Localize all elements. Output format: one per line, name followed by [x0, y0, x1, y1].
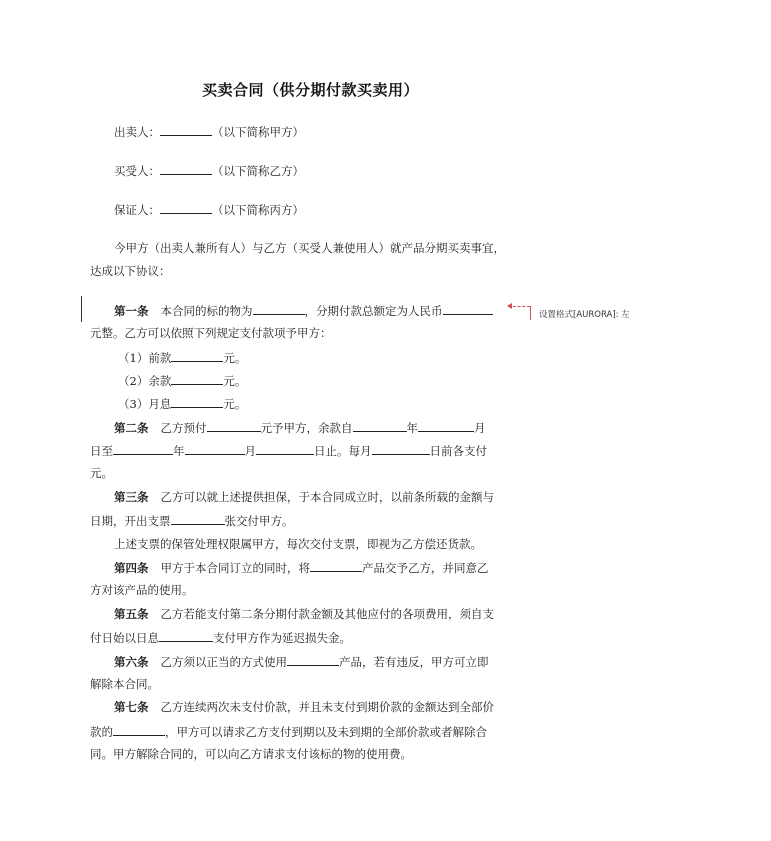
article-2-text: 日止。每月 — [314, 444, 372, 458]
end-month-blank[interactable] — [256, 442, 314, 455]
buyer-label: 买受人： — [114, 164, 160, 178]
article-1-line-2: 元整。乙方可以依照下列规定支付款项予甲方： — [90, 326, 332, 340]
article-2-text: 年 — [406, 421, 418, 435]
article-2-line-2 — [90, 442, 487, 459]
article-6-line-1 — [114, 653, 489, 670]
list-item-unit: 元。 — [223, 351, 247, 365]
monthly-day-blank[interactable] — [372, 442, 430, 455]
article-2-text: 日前各支付 — [429, 444, 487, 458]
article-5-text: 乙方若能支付第二条分期付款金额及其他应付的各项费用，须自支 — [160, 607, 494, 621]
article-1-title: 第一条 — [114, 304, 149, 318]
end-year-blank[interactable] — [185, 442, 245, 455]
article-2-text: 乙方预付 — [160, 421, 207, 435]
intro-line-2: 达成以下协议： — [90, 264, 171, 278]
article-3-text: 乙方可以就上述提供担保，于本合同成立时，以前条所载的金额与 — [160, 490, 494, 504]
article-3-title: 第三条 — [114, 490, 149, 504]
total-amount-blank[interactable] — [443, 302, 493, 315]
text-cursor — [81, 296, 82, 322]
article-5-line-1 — [114, 606, 494, 622]
article-6-text: 乙方须以正当的方式使用 — [160, 655, 287, 669]
list-item-monthly-interest — [118, 395, 246, 412]
buyer-line — [114, 162, 304, 179]
article-4-text: 甲方于本合同订立的同时，将 — [160, 561, 310, 575]
prepayment-blank[interactable] — [207, 419, 261, 432]
list-item-label: （1）前款 — [118, 351, 172, 365]
list-item-down-payment — [118, 349, 246, 366]
article-3-line-1 — [114, 489, 494, 505]
page-title: 买卖合同（供分期付款买卖用） — [202, 81, 420, 99]
article-2-text: 月 — [244, 444, 256, 458]
article-4-text: 产品交予乙方，并同意乙 — [362, 561, 489, 575]
start-year-blank[interactable] — [353, 419, 407, 432]
unpaid-ratio-blank[interactable] — [113, 723, 165, 736]
guarantor-note: （以下简称丙方） — [212, 203, 304, 217]
article-1-text: 本合同的标的物为 — [160, 304, 253, 318]
article-2-text: 月 — [474, 421, 486, 435]
article-7-line-1 — [114, 699, 494, 715]
article-5-text: 支付甲方作为延迟损失金。 — [213, 631, 351, 645]
list-item-unit: 元。 — [223, 397, 247, 411]
start-month-blank[interactable] — [418, 419, 474, 432]
article-7-line-3: 同。甲方解除合同的，可以向乙方请求支付该标的物的使用费。 — [90, 747, 412, 761]
article-4-title: 第四条 — [114, 561, 149, 575]
article-2-line-1 — [114, 419, 486, 436]
buyer-blank[interactable] — [160, 162, 212, 175]
article-7-line-2 — [90, 723, 487, 740]
list-item-label: （3）月息 — [118, 397, 172, 411]
article-7-text: 款的 — [90, 725, 113, 739]
article-3-line-2 — [90, 512, 294, 529]
guarantor-line — [114, 201, 304, 218]
article-2-text: 年 — [173, 444, 185, 458]
article-3-text: 日期，开出支票 — [90, 514, 171, 528]
seller-blank[interactable] — [160, 123, 212, 136]
article-1-line-1 — [114, 302, 493, 319]
article-3-paragraph-2: 上述支票的保管处理权限属甲方，每次交付支票，即视为乙方偿还货款。 — [114, 537, 482, 551]
seller-label: 出卖人： — [114, 125, 160, 139]
article-7-text: 乙方连续两次未支付价款，并且未支付到期价款的金额达到全部价 — [160, 700, 494, 714]
article-3-text: 张交付甲方。 — [224, 514, 294, 528]
start-day-blank[interactable] — [113, 442, 173, 455]
article-2-text: 日至 — [90, 444, 113, 458]
article-5-line-2 — [90, 629, 351, 646]
guarantor-blank[interactable] — [160, 201, 212, 214]
format-comment[interactable]: 设置格式[AURORA]: 左 — [539, 310, 630, 320]
buyer-note: （以下简称乙方） — [212, 164, 304, 178]
daily-interest-blank[interactable] — [159, 629, 213, 642]
article-7-text: ，甲方可以请求乙方支付到期以及未到期的全部价款或者解除合 — [165, 725, 487, 739]
article-2-text: 元予甲方，余款自 — [260, 421, 353, 435]
monthly-interest-blank[interactable] — [171, 395, 223, 408]
intro-line-1: 今甲方（出卖人兼所有人）与乙方（买受人兼使用人）就产品分期买卖事宜， — [114, 241, 505, 255]
subject-matter-blank[interactable] — [253, 302, 305, 315]
article-7-title: 第七条 — [114, 700, 149, 714]
product-blank[interactable] — [310, 559, 362, 572]
article-2-title: 第二条 — [114, 421, 149, 435]
list-item-balance — [118, 372, 246, 389]
list-item-label: （2）余款 — [118, 374, 172, 388]
down-payment-blank[interactable] — [171, 349, 223, 362]
article-5-text: 付日始以日息 — [90, 631, 159, 645]
comment-connector — [508, 306, 530, 307]
comment-marker — [530, 306, 531, 320]
article-1-text: ，分期付款总额定为人民币 — [304, 304, 443, 318]
usage-product-blank[interactable] — [287, 653, 339, 666]
article-4-line-2: 方对该产品的使用。 — [90, 583, 194, 597]
seller-note: （以下简称甲方） — [212, 125, 304, 139]
article-6-title: 第六条 — [114, 655, 149, 669]
balance-blank[interactable] — [171, 372, 223, 385]
seller-line — [114, 123, 304, 140]
article-2-line-3: 元。 — [90, 466, 113, 480]
article-5-title: 第五条 — [114, 607, 149, 621]
article-4-line-1 — [114, 559, 489, 576]
guarantor-label: 保证人： — [114, 203, 160, 217]
article-6-line-2: 解除本合同。 — [90, 677, 159, 691]
list-item-unit: 元。 — [223, 374, 247, 388]
cheque-count-blank[interactable] — [171, 512, 225, 525]
article-6-text: 产品，若有违反，甲方可立即 — [339, 655, 489, 669]
